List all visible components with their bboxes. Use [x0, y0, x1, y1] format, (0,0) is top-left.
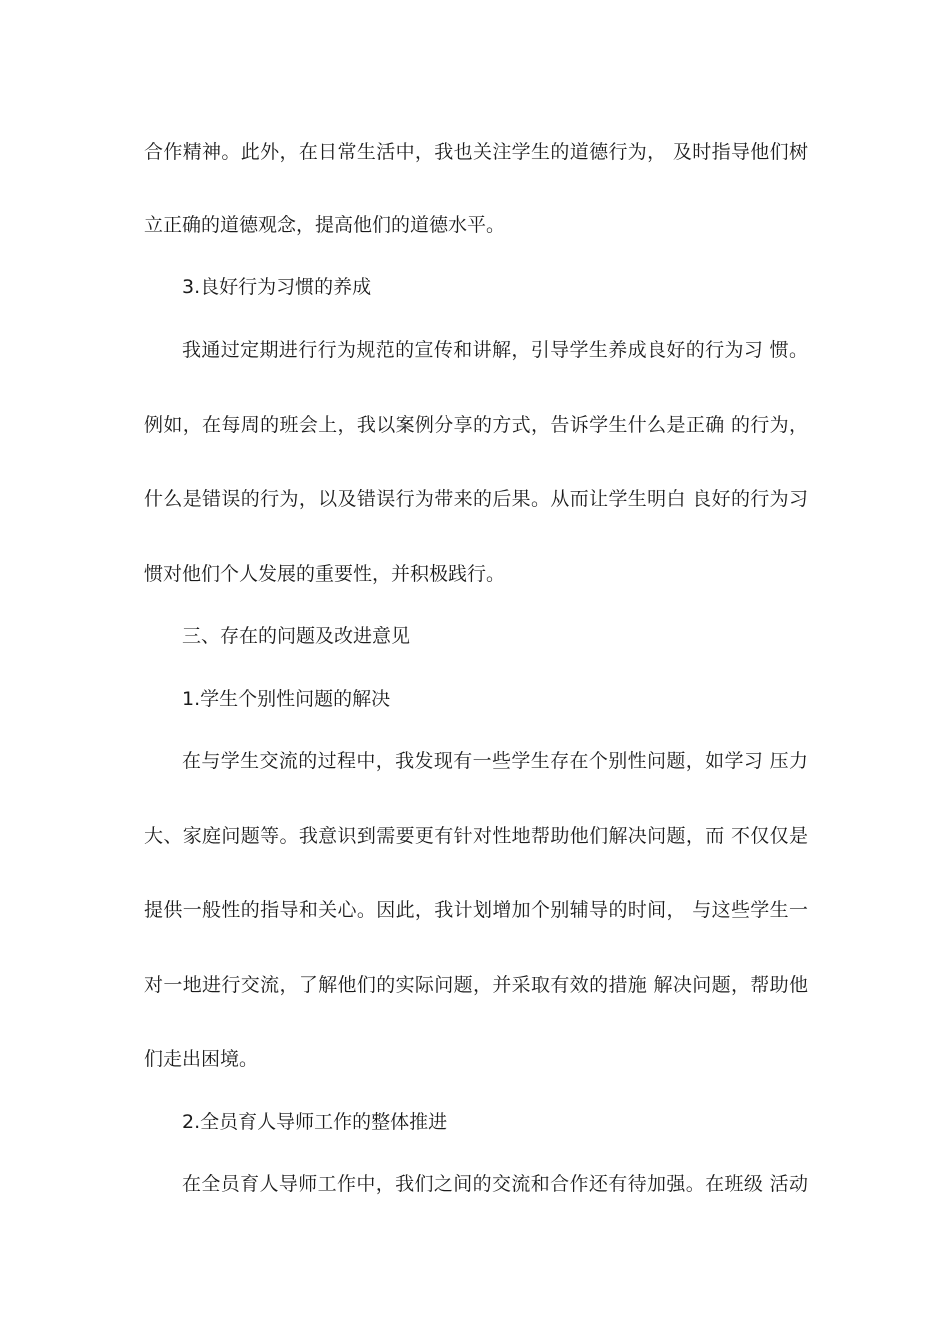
paragraph-line: 惯对他们个人发展的重要性，并积极践行。	[144, 563, 506, 585]
paragraph-line: 提供一般性的指导和关心。因此，我计划增加个别辅导的时间， 与这些学生一	[144, 899, 808, 921]
paragraph-line: 对一地进行交流，了解他们的实际问题，并采取有效的措施 解决问题，帮助他	[144, 974, 808, 996]
section-heading: 3.良好行为习惯的养成	[182, 276, 372, 298]
paragraph-line: 立正确的道德观念，提高他们的道德水平。	[144, 214, 506, 236]
paragraph-line: 们走出困境。	[144, 1048, 259, 1070]
paragraph-line: 合作精神。此外，在日常生活中，我也关注学生的道德行为， 及时指导他们树	[144, 141, 808, 163]
paragraph-line: 在全员育人导师工作中，我们之间的交流和合作还有待加强。在班级 活动	[182, 1173, 808, 1195]
section-heading: 2.全员育人导师工作的整体推进	[182, 1111, 448, 1133]
paragraph-line: 我通过定期进行行为规范的宣传和讲解，引导学生养成良好的行为习 惯。	[182, 339, 808, 361]
paragraph-line: 例如，在每周的班会上，我以案例分享的方式，告诉学生什么是正确 的行为，	[144, 414, 808, 436]
paragraph-line: 什么是错误的行为，以及错误行为带来的后果。从而让学生明白 良好的行为习	[144, 488, 808, 510]
section-heading: 三、存在的问题及改进意见	[182, 625, 411, 647]
paragraph-line: 大、家庭问题等。我意识到需要更有针对性地帮助他们解决问题，而 不仅仅是	[144, 825, 808, 847]
paragraph-line: 在与学生交流的过程中，我发现有一些学生存在个别性问题，如学习 压力	[182, 750, 808, 772]
section-heading: 1.学生个别性问题的解决	[182, 688, 391, 710]
